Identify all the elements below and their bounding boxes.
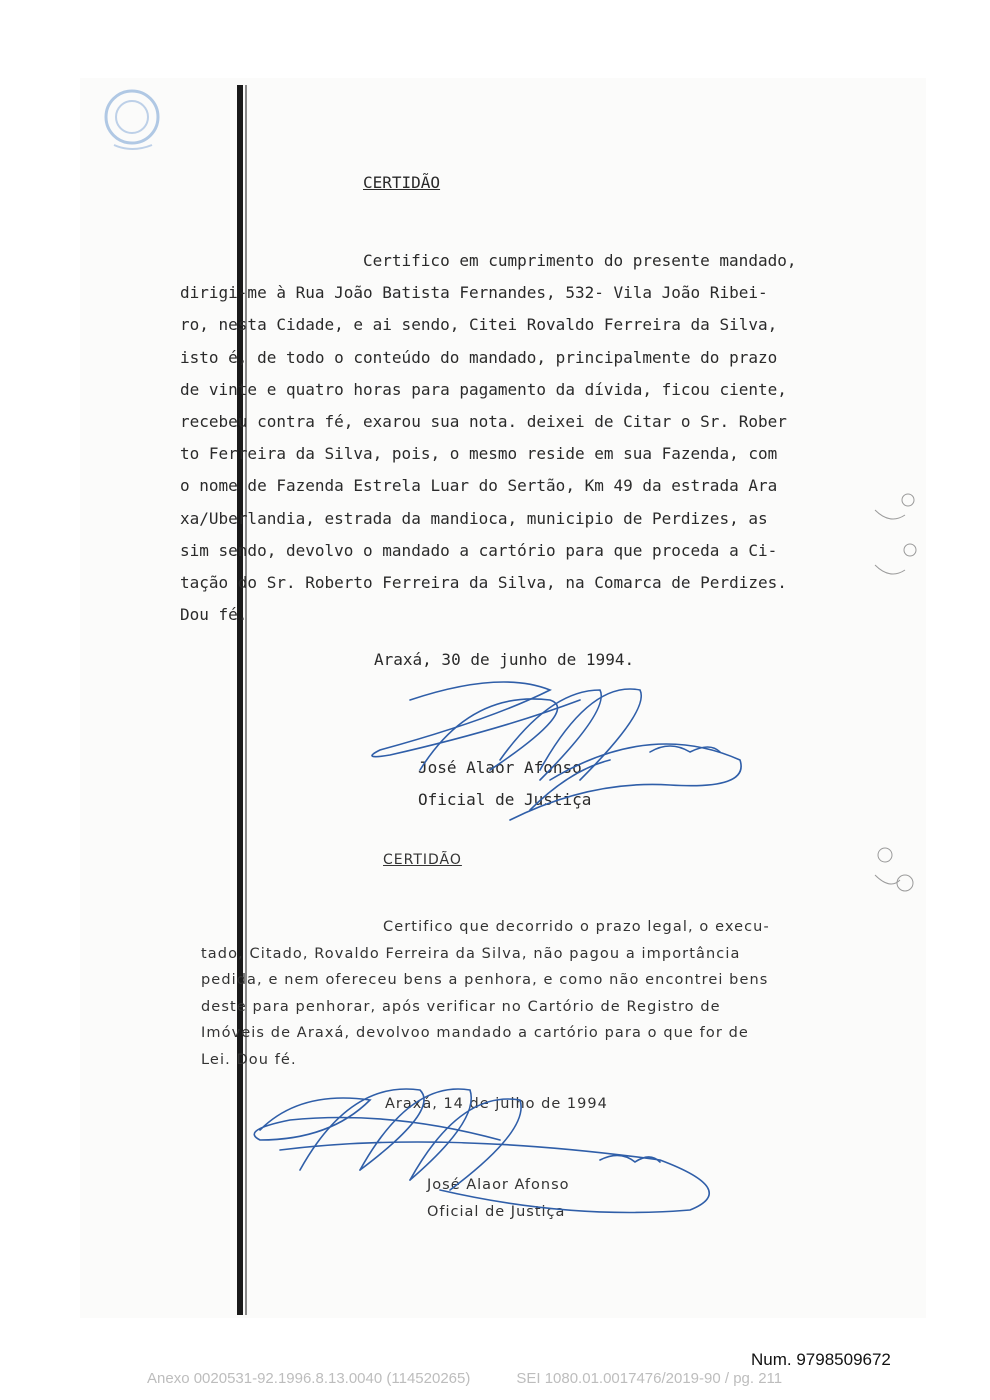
certificate-1-date: Araxá, 30 de junho de 1994. (374, 650, 635, 669)
cert1-line: Dou fé. (180, 605, 248, 625)
cert1-line: recebeu contra fé, exarou sua nota. deixei de Citar o Sr. Rober (180, 412, 787, 432)
cert2-line: tado, Citado, Rovaldo Ferreira da Silva, não pagou a importância (201, 945, 741, 962)
footer-annex: Anexo 0020531-92.1996.8.13.0040 (114520265) (147, 1370, 471, 1387)
cert2-line: Imóveis de Araxá, devolvoo mandado a cartório para o que for de (201, 1025, 749, 1042)
cert1-line: isto é, de todo o conteúdo do mandado, principalmente do prazo (180, 347, 778, 367)
cert1-line: Certifico em cumprimento do presente mandado, (363, 251, 797, 270)
certificate-1-signer-role: Oficial de Justiça (418, 790, 592, 809)
cert1-line: sim sendo, devolvo o mandado a cartório para que proceda a Ci- (180, 540, 778, 560)
smudge-marks (860, 480, 930, 600)
certificate-1-body (180, 245, 860, 631)
cert1-line: de vinte e quatro horas para pagamento da dívida, ficou ciente, (180, 379, 787, 399)
cert1-line: xa/Uberlandia, estrada da mandioca, municipio de Perdizes, as (180, 508, 768, 528)
certificate-2-title: CERTIDÃO (383, 852, 462, 868)
certificate-2-signer-name: José Alaor Afonso (427, 1177, 570, 1193)
certificate-2-body (201, 914, 889, 1074)
certificate-1-title: CERTIDÃO (363, 173, 441, 192)
cert2-line: Certifico que decorrido o prazo legal, o execu- (383, 919, 770, 935)
cert1-line: o nome de Fazenda Estrela Luar do Sertão, Km 49 da estrada Ara (180, 476, 778, 496)
cert1-line: to Ferreira da Silva, pois, o mesmo reside em sua Fazenda, com (180, 444, 778, 464)
certificate-2-date: Araxá, 14 de julho de 1994 (385, 1096, 608, 1112)
cert1-line: ro, nesta Cidade, e ai sendo, Citei Rovaldo Ferreira da Silva, (180, 315, 778, 335)
cert2-line: Lei. Dou fé. (201, 1051, 297, 1068)
cert1-line: tação do Sr. Roberto Ferreira da Silva, na Comarca de Perdizes. (180, 573, 787, 593)
cert1-line: dirigi-me à Rua João Batista Fernandes, 532- Vila João Ribei- (180, 283, 768, 303)
footer-sei: SEI 1080.01.0017476/2019-90 / pg. 211 (516, 1370, 783, 1387)
document-number: Num. 9798509672 (751, 1350, 891, 1369)
certificate-1-signer-name: José Alaor Afonso (418, 758, 582, 777)
cert2-line: deste para penhorar, após verificar no Cartório de Registro de (201, 998, 721, 1015)
footer-reference (147, 1370, 828, 1387)
smudge-marks-2 (865, 835, 935, 905)
stamp-seal (92, 85, 172, 155)
cert2-line: pedida, e nem ofereceu bens a penhora, e como não encontrei bens (201, 972, 769, 989)
certificate-2-signer-role: Oficial de Justiça (427, 1204, 566, 1220)
